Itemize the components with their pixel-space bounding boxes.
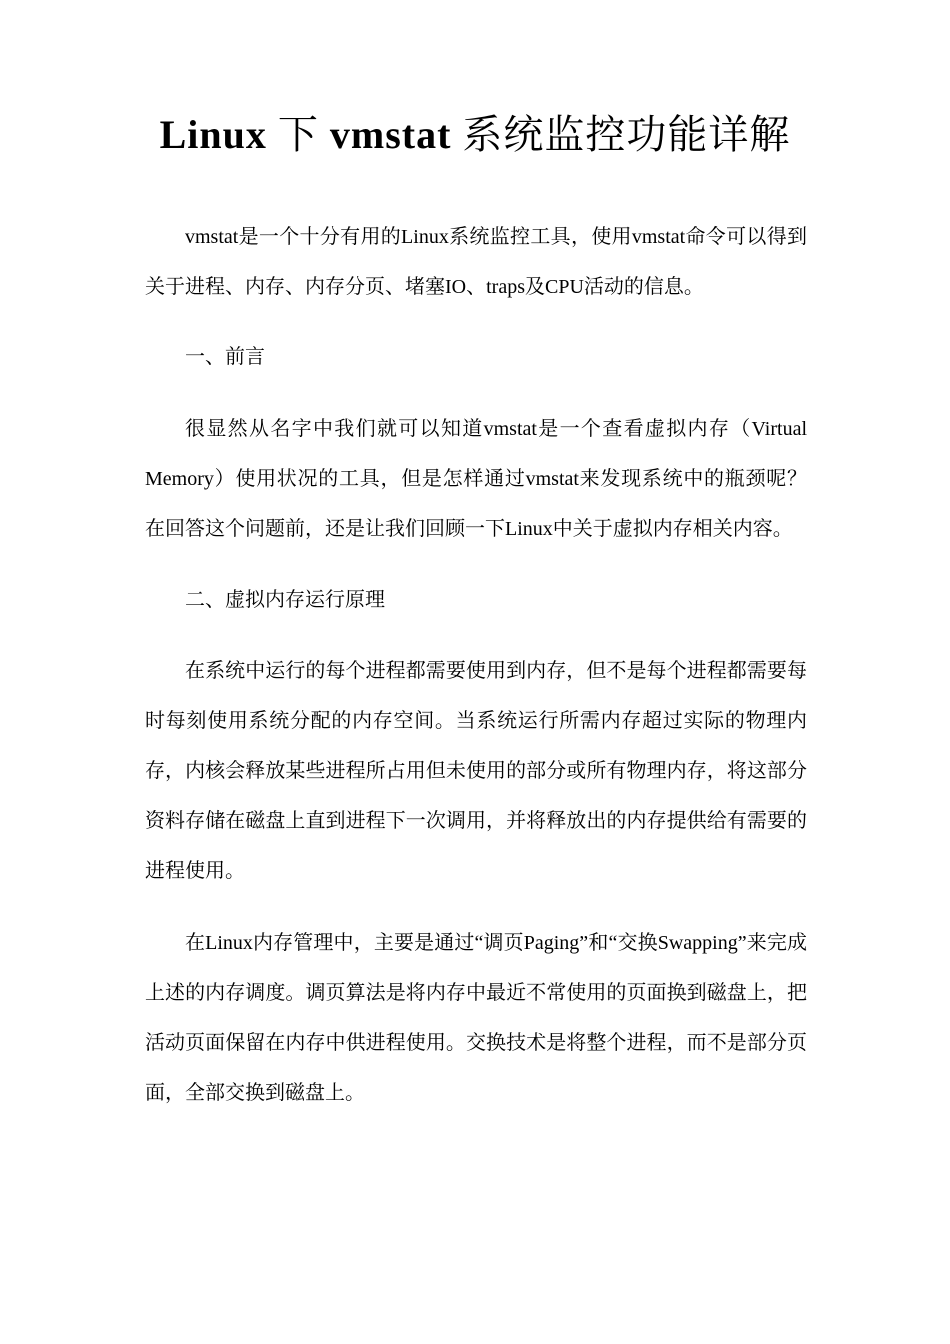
paging-swapping-paragraph: 在Linux内存管理中，主要是通过“调页Paging”和“交换Swapping”来完成上述的内存调度。调页算法是将内存中最近不常使用的页面换到磁盘上，把活动页面保留在内存中供进程使用。交换技术是将整个进程，而不是部分页面，全部交换到磁盘上。	[145, 932, 807, 1104]
title-word-linux: Linux	[159, 112, 267, 157]
preface-paragraph: 很显然从名字中我们就可以知道vmstat是一个查看虚拟内存（Virtual Memory）使用状况的工具，但是怎样通过vmstat来发现系统中的瓶颈呢？在回答这个问题前，还是让我们回顾一下Linux中关于虚拟内存相关内容。	[145, 418, 807, 540]
title-word-xia: 下	[277, 112, 319, 157]
virtual-memory-paragraph: 在系统中运行的每个进程都需要使用到内存，但不是每个进程都需要每时每刻使用系统分配的内存空间。当系统运行所需内存超过实际的物理内存，内核会释放某些进程所占用但未使用的部分或所有物理内存，将这部分资料存储在磁盘上直到进程下一次调用，并将释放出的内存提供给有需要的进程使用。	[145, 660, 807, 882]
title-word-vmstat: vmstat	[329, 112, 452, 157]
section-heading-preface: 一、前言	[185, 346, 265, 368]
intro-paragraph: vmstat是一个十分有用的Linux系统监控工具，使用vmstat命令可以得到关于进程、内存、内存分页、堵塞IO、traps及CPU活动的信息。	[145, 226, 807, 298]
section-heading-virtual-memory: 二、虚拟内存运行原理	[185, 589, 385, 611]
document-title	[0, 112, 950, 158]
title-word-rest: 系统监控功能详解	[462, 112, 791, 157]
